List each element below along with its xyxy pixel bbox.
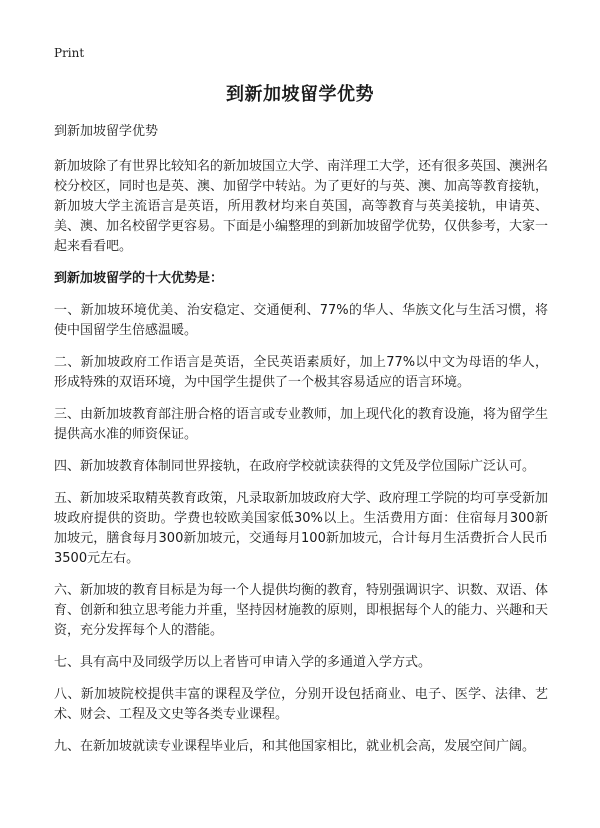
intro-paragraph: 新加坡除了有世界比较知名的新加坡国立大学、南洋理工大学，还有很多英国、澳洲名校分校区，同时也是英、澳、加留学中转站。为了更好的与英、澳、加高等教育接轨，新加坡大学主流语言是英语，所用教材均来自英国，高等教育与英美接轨，申请英、美、澳、加名校留学更容易。下面是小编整理的到新加坡留学优势，仅供参考，大家一起来看看吧。	[54, 159, 549, 254]
advantage-item-5: 五、新加坡采取精英教育政策，凡录取新加坡政府大学、政府理工学院的均可享受新加坡政府提供的资助。学费也较欧美国家低30%以上。生活费用方面：住宿每月300新加坡元，膳食每月300新加坡元，交通每月100新加坡元，合计每月生活费折合人民币3500元左右。	[54, 491, 549, 566]
article-body	[54, 122, 548, 769]
page-title: 到新加坡留学优势	[226, 84, 374, 105]
advantage-item-6: 六、新加坡的教育目标是为每一个人提供均衡的教育，特别强调识字、识数、双语、体育、创新和独立思考能力并重，坚持因材施教的原则，即根据每个人的能力、兴趣和天资，充分发挥每个人的潜能。	[54, 583, 549, 638]
advantage-item-1: 一、新加坡环境优美、治安稳定、交通便利、77%的华人、华族文化与生活习惯，将使中国留学生倍感温暖。	[54, 303, 548, 338]
advantage-item-4: 四、新加坡教育体制同世界接轨，在政府学校就读获得的文凭及学位国际广泛认可。	[54, 459, 536, 474]
advantage-item-8: 八、新加坡院校提供丰富的课程及学位，分别开设包括商业、电子、医学、法律、艺术、财会、工程及文史等各类专业课程。	[54, 687, 548, 722]
section-heading: 到新加坡留学的十大优势是：	[54, 271, 224, 286]
advantage-item-7: 七、具有高中及同级学历以上者皆可申请入学的多通道入学方式。	[54, 655, 432, 670]
advantage-item-3: 三、由新加坡教育部注册合格的语言或专业教师，加上现代化的教育设施，将为留学生提供高水准的师资保证。	[54, 407, 549, 442]
advantage-item-9: 九、在新加坡就读专业课程毕业后，和其他国家相比，就业机会高，发展空间广阔。	[54, 739, 536, 754]
article-subtitle: 到新加坡留学优势	[54, 124, 159, 139]
print-link[interactable]: Print	[54, 46, 85, 60]
advantage-item-2: 二、新加坡政府工作语言是英语，全民英语素质好，加上77%以中文为母语的华人，形成特殊的双语环境，为中国学生提供了一个极其容易适应的语言环境。	[54, 355, 548, 390]
